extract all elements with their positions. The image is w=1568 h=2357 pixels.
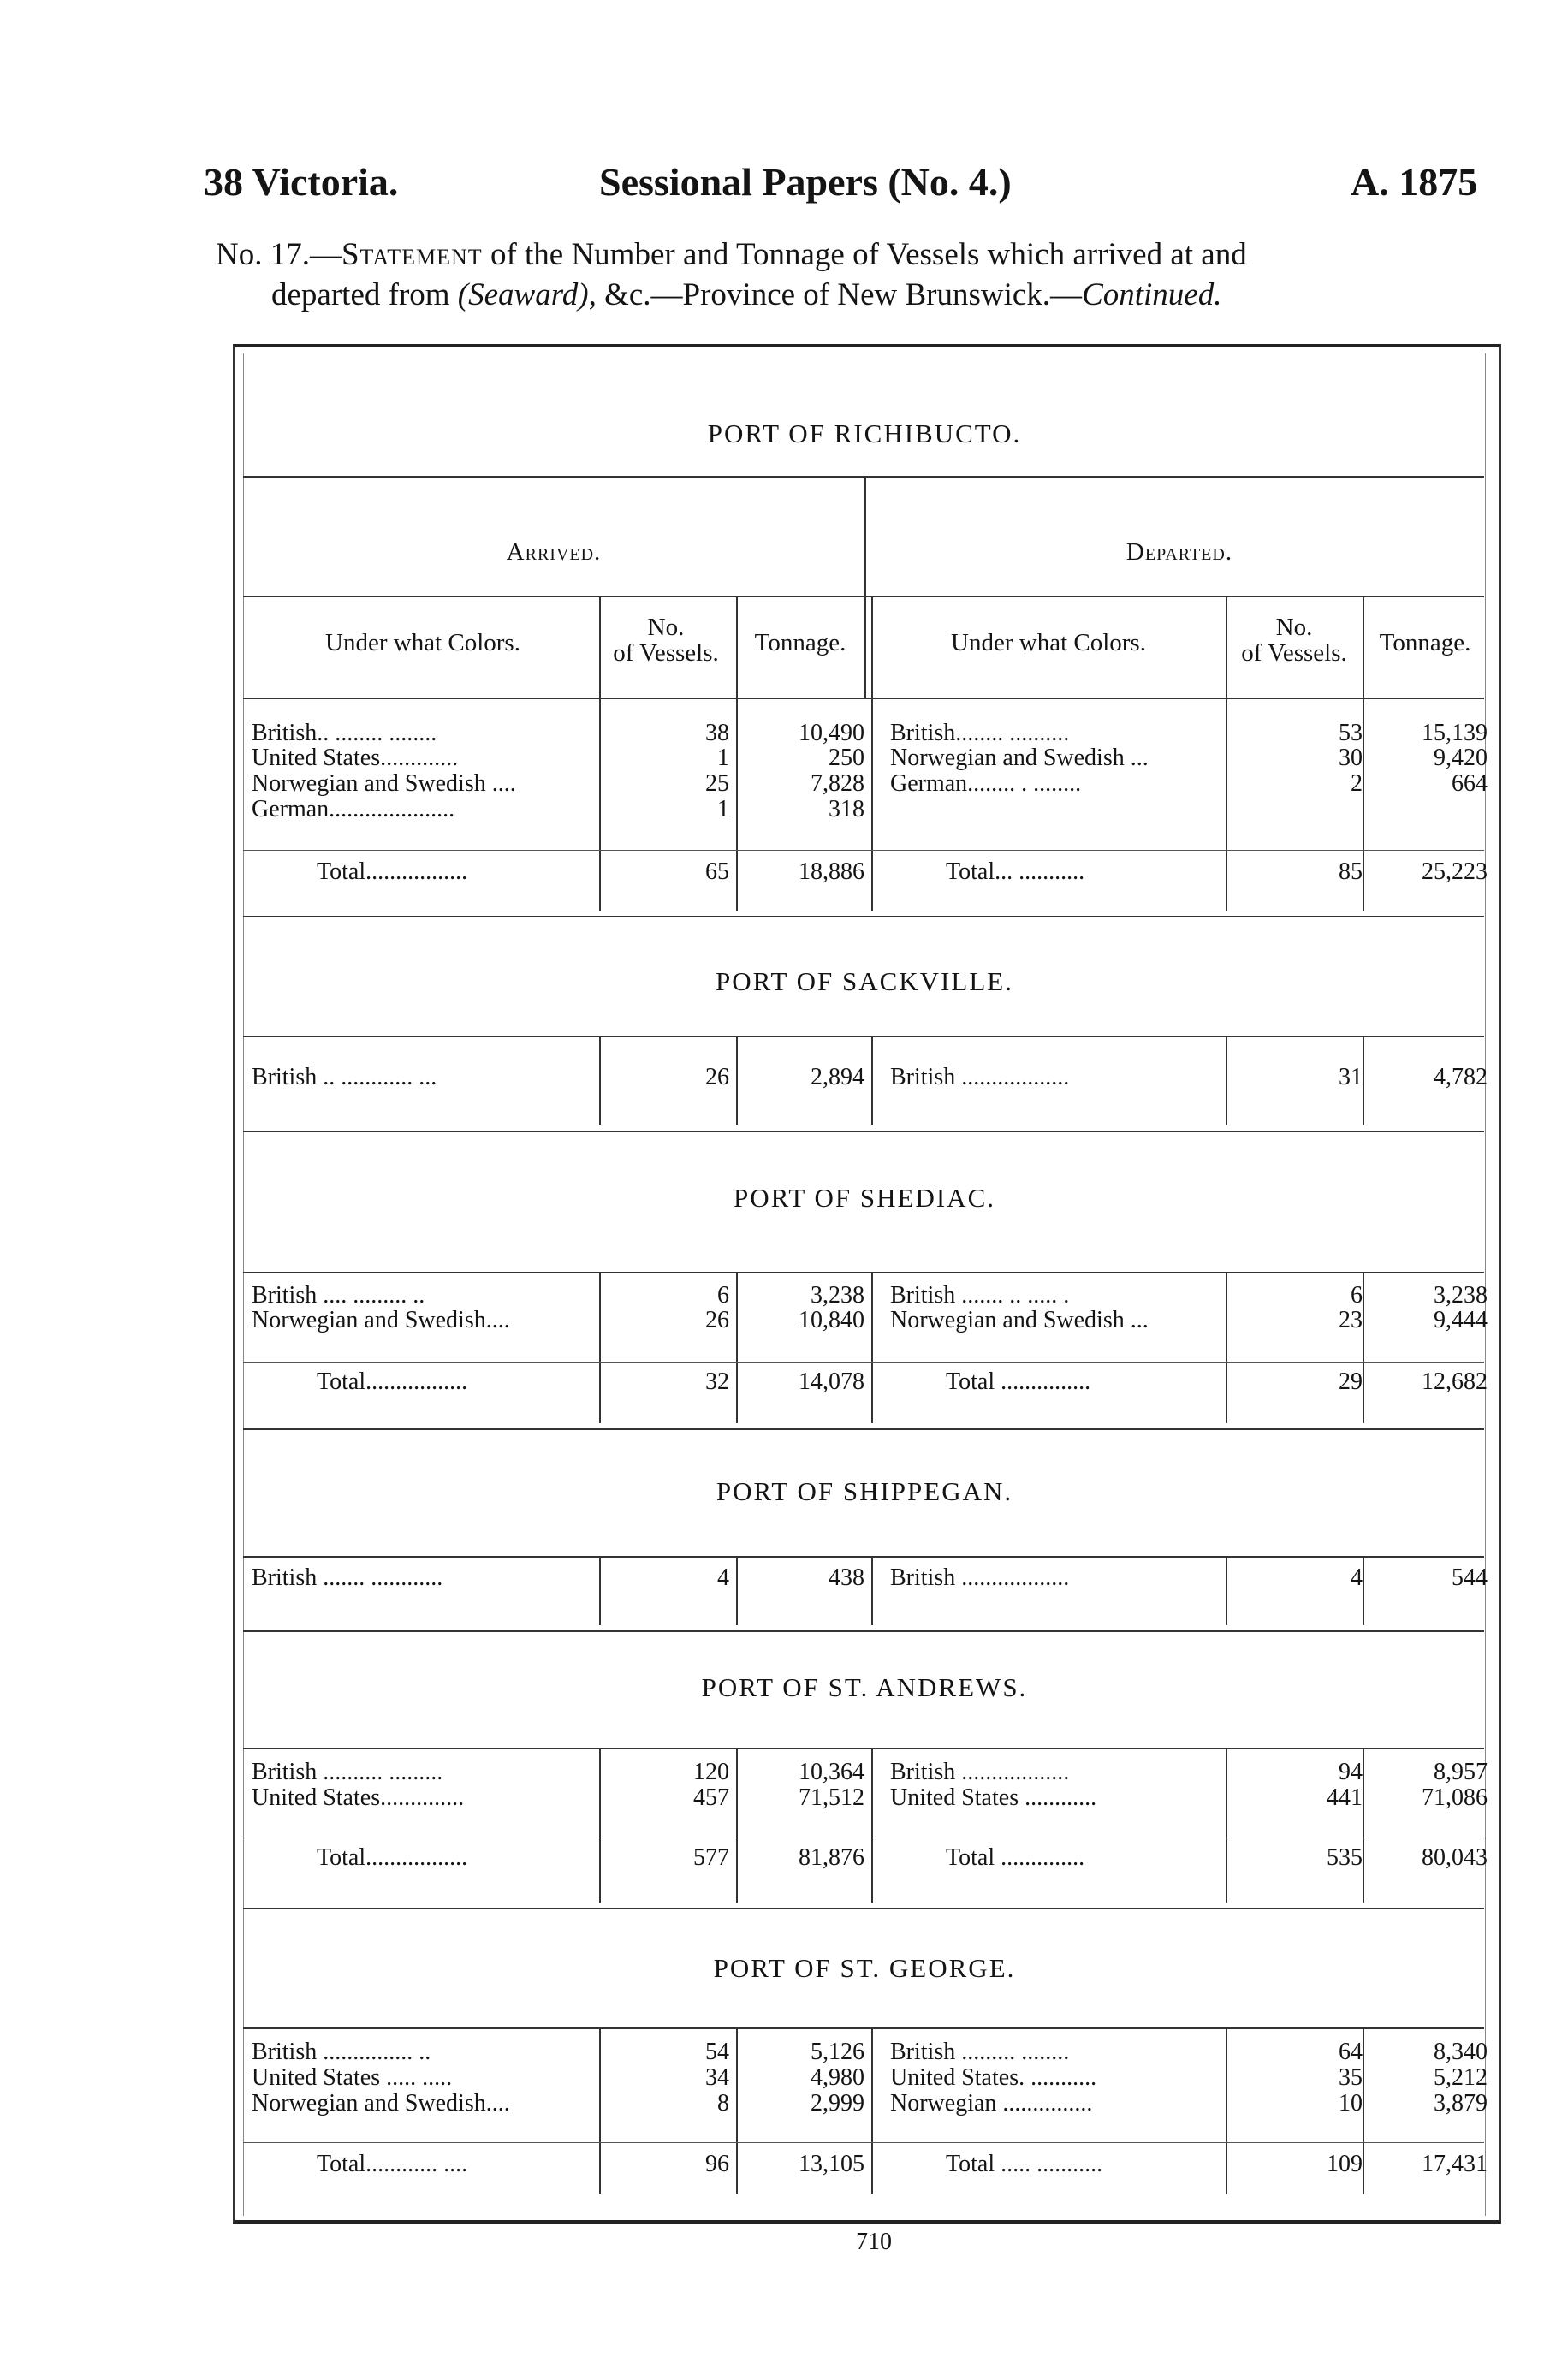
- arrived-total-tonnage: 18,886: [799, 858, 864, 885]
- departed-vessel-count: 441: [1327, 1784, 1363, 1812]
- port-title: PORT OF SHIPPEGAN.: [716, 1475, 1013, 1506]
- rule-line: [243, 1748, 1484, 1749]
- arrived-tonnage: 2,894: [811, 1063, 864, 1090]
- column-rule: [871, 1748, 873, 1903]
- departed-vessel-count: 31: [1339, 1063, 1363, 1090]
- arrived-total-count: 65: [705, 858, 729, 885]
- rule-line: [243, 1908, 1484, 1909]
- arrived-total-count: 577: [693, 1843, 729, 1871]
- column-rule: [1226, 1272, 1227, 1424]
- arrived-tonnage: 5,126: [811, 2039, 864, 2066]
- arrived-tonnage: 7,828: [811, 769, 864, 797]
- arrived-tonnage: 4,980: [811, 2063, 864, 2091]
- caption-line2-plain: departed from: [271, 277, 458, 312]
- arrived-colors: German.....................: [252, 795, 455, 822]
- arrived-total-label: Total.................: [317, 1368, 468, 1395]
- departed-vessel-count: 10: [1339, 2089, 1363, 2117]
- departed-colors: British ..................: [890, 1063, 1070, 1090]
- rule-line: [243, 2027, 1484, 2029]
- arrived-total-tonnage: 13,105: [799, 2151, 864, 2178]
- arrived-colors: British.. ........ ........: [252, 719, 437, 746]
- departed-total-count: 109: [1327, 2151, 1363, 2178]
- departed-colors: British........ ..........: [890, 719, 1070, 746]
- port-title: PORT OF RICHIBUCTO.: [707, 418, 1022, 448]
- departed-colors: German........ . ........: [890, 769, 1082, 797]
- column-rule: [871, 1272, 873, 1424]
- caption-statement-word: Statement: [341, 237, 483, 272]
- column-rule: [871, 596, 873, 911]
- caption-line1: of the Number and Tonnage of Vessels which arrived at and: [482, 237, 1247, 272]
- departed-total-label: Total... ...........: [946, 858, 1085, 885]
- page-number: 710: [856, 2229, 892, 2255]
- rule-line: [243, 1036, 1484, 1037]
- departed-colors: United States. ...........: [890, 2063, 1097, 2091]
- rule-line: [243, 476, 1484, 478]
- departed-colors: British ......... ........: [890, 2039, 1070, 2066]
- running-head-center: Sessional Papers (No. 4.): [599, 160, 1012, 204]
- no-header: No.: [647, 613, 685, 641]
- of-vessels-header: of Vessels.: [613, 638, 719, 667]
- departed-colors: British ..................: [890, 1759, 1070, 1786]
- departed-total-count: 535: [1327, 1843, 1363, 1871]
- departed-tonnage: 71,086: [1422, 1784, 1488, 1812]
- departed-total-count: 85: [1339, 858, 1363, 885]
- colors-header: Under what Colors.: [325, 628, 520, 656]
- rule-line: [243, 916, 1484, 917]
- arrived-colors: Norwegian and Swedish....: [252, 2089, 510, 2117]
- arrived-tonnage: 71,512: [799, 1784, 864, 1812]
- running-head-right: A. 1875: [1351, 160, 1478, 204]
- departed-colors: British ....... .. ..... .: [890, 1281, 1070, 1309]
- arrived-total-label: Total............ ....: [317, 2151, 468, 2178]
- departed-vessel-count: 94: [1339, 1759, 1363, 1786]
- arrived-tonnage: 10,490: [799, 719, 864, 746]
- departed-colors: Norwegian and Swedish ...: [890, 1307, 1149, 1334]
- arrived-tonnage: 3,238: [811, 1281, 864, 1309]
- rule-line: [243, 850, 1484, 851]
- of-vessels-header-departed: of Vessels.: [1241, 638, 1347, 667]
- arrived-total-count: 32: [705, 1368, 729, 1395]
- departed-vessel-count: 6: [1351, 1281, 1363, 1309]
- departed-header: Departed.: [1126, 538, 1233, 567]
- departed-vessel-count: 53: [1339, 719, 1363, 746]
- departed-total-tonnage: 25,223: [1422, 858, 1488, 885]
- departed-vessel-count: 2: [1351, 769, 1363, 797]
- arrived-colors: United States ..... .....: [252, 2063, 453, 2091]
- arrived-colors: United States..............: [252, 1784, 465, 1812]
- arrived-colors: British ............... ..: [252, 2039, 431, 2066]
- departed-tonnage: 8,957: [1434, 1759, 1488, 1786]
- column-rule: [864, 476, 866, 698]
- rule-line: [243, 596, 1484, 597]
- departed-total-tonnage: 17,431: [1422, 2151, 1488, 2178]
- arrived-colors: British ....... ............: [252, 1564, 443, 1592]
- departed-vessel-count: 30: [1339, 745, 1363, 772]
- arrived-colors: British .......... .........: [252, 1759, 443, 1786]
- column-rule: [1226, 2027, 1227, 2194]
- running-head-left: 38 Victoria.: [204, 160, 399, 204]
- arrived-tonnage: 250: [829, 745, 864, 772]
- column-rule: [871, 1036, 873, 1126]
- departed-total-tonnage: 80,043: [1422, 1843, 1488, 1871]
- departed-colors: United States ............: [890, 1784, 1097, 1812]
- departed-total-label: Total ..... ...........: [946, 2151, 1103, 2178]
- arrived-vessel-count: 54: [705, 2039, 729, 2066]
- departed-tonnage: 9,444: [1434, 1307, 1488, 1334]
- rule-line: [243, 1428, 1484, 1430]
- arrived-vessel-count: 8: [717, 2089, 729, 2117]
- departed-tonnage: 3,879: [1434, 2089, 1488, 2117]
- arrived-vessel-count: 25: [705, 769, 729, 797]
- rule-line: [243, 1131, 1484, 1132]
- port-title: PORT OF SACKVILLE.: [716, 965, 1013, 996]
- rule-line: [243, 1272, 1484, 1273]
- arrived-tonnage: 10,840: [799, 1307, 864, 1334]
- arrived-vessel-count: 34: [705, 2063, 729, 2091]
- port-title: PORT OF SHEDIAC.: [733, 1183, 996, 1214]
- arrived-vessel-count: 457: [693, 1784, 729, 1812]
- caption-number: No. 17.—: [216, 237, 342, 272]
- arrived-total-label: Total.................: [317, 1843, 468, 1871]
- departed-total-count: 29: [1339, 1368, 1363, 1395]
- departed-colors: Norwegian ...............: [890, 2089, 1093, 2117]
- departed-tonnage: 9,420: [1434, 745, 1488, 772]
- arrived-vessel-count: 26: [705, 1307, 729, 1334]
- arrived-vessel-count: 120: [693, 1759, 729, 1786]
- colors-header-departed: Under what Colors.: [951, 628, 1146, 656]
- arrived-colors: British .. ............ ...: [252, 1063, 437, 1090]
- departed-tonnage: 3,238: [1434, 1281, 1488, 1309]
- departed-vessel-count: 4: [1351, 1564, 1363, 1592]
- arrived-total-label: Total.................: [317, 858, 468, 885]
- departed-total-label: Total ..............: [946, 1843, 1085, 1871]
- arrived-vessel-count: 38: [705, 719, 729, 746]
- departed-tonnage: 4,782: [1434, 1063, 1488, 1090]
- departed-total-label: Total ...............: [946, 1368, 1091, 1395]
- caption-continued: Continued.: [1082, 277, 1222, 312]
- departed-vessel-count: 64: [1339, 2039, 1363, 2066]
- rule-line: [243, 1556, 1484, 1558]
- arrived-tonnage: 438: [829, 1564, 864, 1592]
- arrived-vessel-count: 6: [717, 1281, 729, 1309]
- rule-line: [243, 2142, 1484, 2143]
- rule-line: [243, 698, 1484, 699]
- departed-tonnage: 544: [1452, 1564, 1488, 1592]
- departed-tonnage: 15,139: [1422, 719, 1488, 746]
- arrived-total-tonnage: 81,876: [799, 1843, 864, 1871]
- port-title: PORT OF ST. ANDREWS.: [701, 1671, 1028, 1702]
- arrived-vessel-count: 4: [717, 1564, 729, 1592]
- departed-tonnage: 664: [1452, 769, 1488, 797]
- arrived-vessel-count: 26: [705, 1063, 729, 1090]
- port-title: PORT OF ST. GEORGE.: [713, 1953, 1016, 1984]
- arrived-colors: Norwegian and Swedish ....: [252, 769, 516, 797]
- column-rule: [1226, 1556, 1227, 1625]
- departed-total-tonnage: 12,682: [1422, 1368, 1488, 1395]
- no-header-departed: No.: [1275, 613, 1313, 641]
- departed-vessel-count: 23: [1339, 1307, 1363, 1334]
- arrived-colors: British .... ......... ..: [252, 1281, 425, 1309]
- departed-tonnage: 8,340: [1434, 2039, 1488, 2066]
- arrived-total-count: 96: [705, 2151, 729, 2178]
- arrived-tonnage: 2,999: [811, 2089, 864, 2117]
- departed-vessel-count: 35: [1339, 2063, 1363, 2091]
- departed-colors: British ..................: [890, 1564, 1070, 1592]
- rule-line: [243, 1630, 1484, 1632]
- departed-tonnage: 5,212: [1434, 2063, 1488, 2091]
- tonnage-header: Tonnage.: [754, 628, 846, 656]
- column-rule: [1226, 1036, 1227, 1126]
- statement-caption: [216, 235, 1500, 315]
- caption-line2-mid: , &c.—Province of New Brunswick.—: [588, 277, 1083, 312]
- arrived-header: Arrived.: [506, 538, 602, 567]
- arrived-total-tonnage: 14,078: [799, 1368, 864, 1395]
- tonnage-header-departed: Tonnage.: [1379, 628, 1471, 656]
- column-rule: [1226, 596, 1227, 911]
- arrived-tonnage: 318: [829, 795, 864, 822]
- column-rule: [1226, 1748, 1227, 1903]
- arrived-colors: Norwegian and Swedish....: [252, 1307, 510, 1334]
- caption-seaward: (Seaward): [457, 277, 589, 312]
- arrived-colors: United States.............: [252, 745, 459, 772]
- rule-line: [243, 1362, 1484, 1363]
- departed-colors: Norwegian and Swedish ...: [890, 745, 1149, 772]
- arrived-vessel-count: 1: [717, 795, 729, 822]
- column-rule: [871, 2027, 873, 2194]
- column-rule: [871, 1556, 873, 1625]
- arrived-tonnage: 10,364: [799, 1759, 864, 1786]
- arrived-vessel-count: 1: [717, 745, 729, 772]
